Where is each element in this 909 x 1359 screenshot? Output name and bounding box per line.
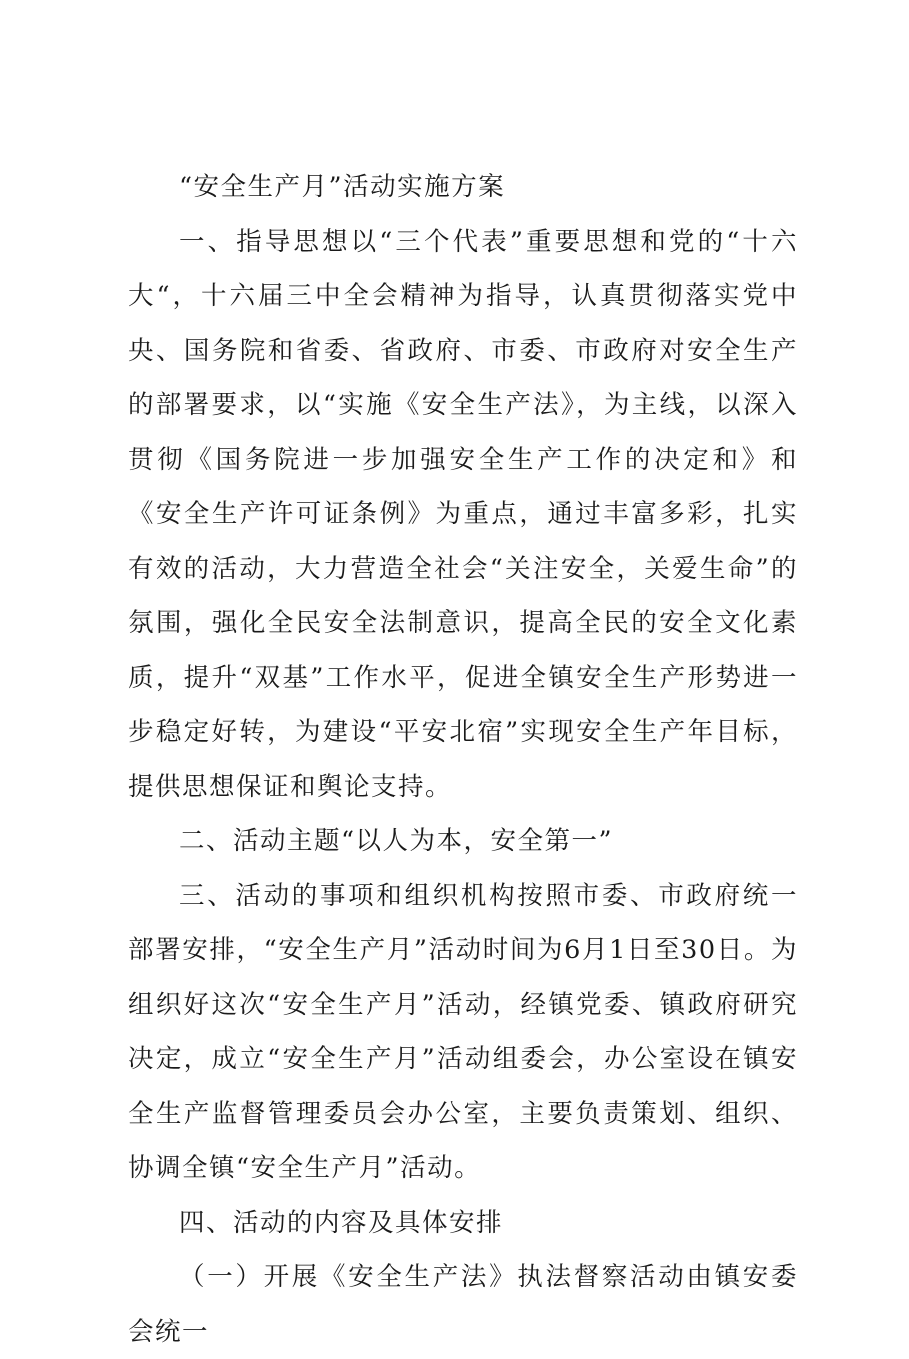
paragraph-organization: 三、活动的事项和组织机构按照市委、市政府统一部署安排，“安全生产月”活动时间为6月1日至30日。为组织好这次“安全生产月”活动，经镇党委、镇政府研究决定，成立“安全生产月”活动组委会，办公室设在镇安全生产监督管理委员会办公室，主要负责策划、组织、协调全镇“安全生产月”活动。 [128, 880, 798, 1183]
paragraph-content-heading: 四、活动的内容及具体安排 [179, 1207, 504, 1238]
paragraph-activity-theme: 二、活动主题“以人为本，安全第一” [179, 826, 614, 856]
document-title: “安全生产月”活动实施方案 [179, 172, 506, 202]
paragraph-guiding-thought: 一、指导思想以“三个代表”重要思想和党的“十六大“，十六届三中全会精神为指导，认真贯彻落实党中央、国务院和省委、省政府、市委、市政府对安全生产的部署要求，以“实施《安全生产法》，为主线，以深入贯彻《国务院进一步加强安全生产工作的决定和》和《安全生产许可证条例》为重点，通过丰富多彩，扎实有效的活动，大力营造全社会“关注安全，关爱生命”的氛围，强化全民安全法制意识，提高全民的安全文化素质，提升“双基”工作水平，促进全镇安全生产形势进一步稳定好转，为建设“平安北宿”实现安全生产年目标，提供思想保证和舆论支持。 [128, 226, 798, 802]
paragraph-law-inspection: （一）开展《安全生产法》执法督察活动由镇安委会统一 [128, 1262, 798, 1347]
document-body [128, 160, 798, 1359]
